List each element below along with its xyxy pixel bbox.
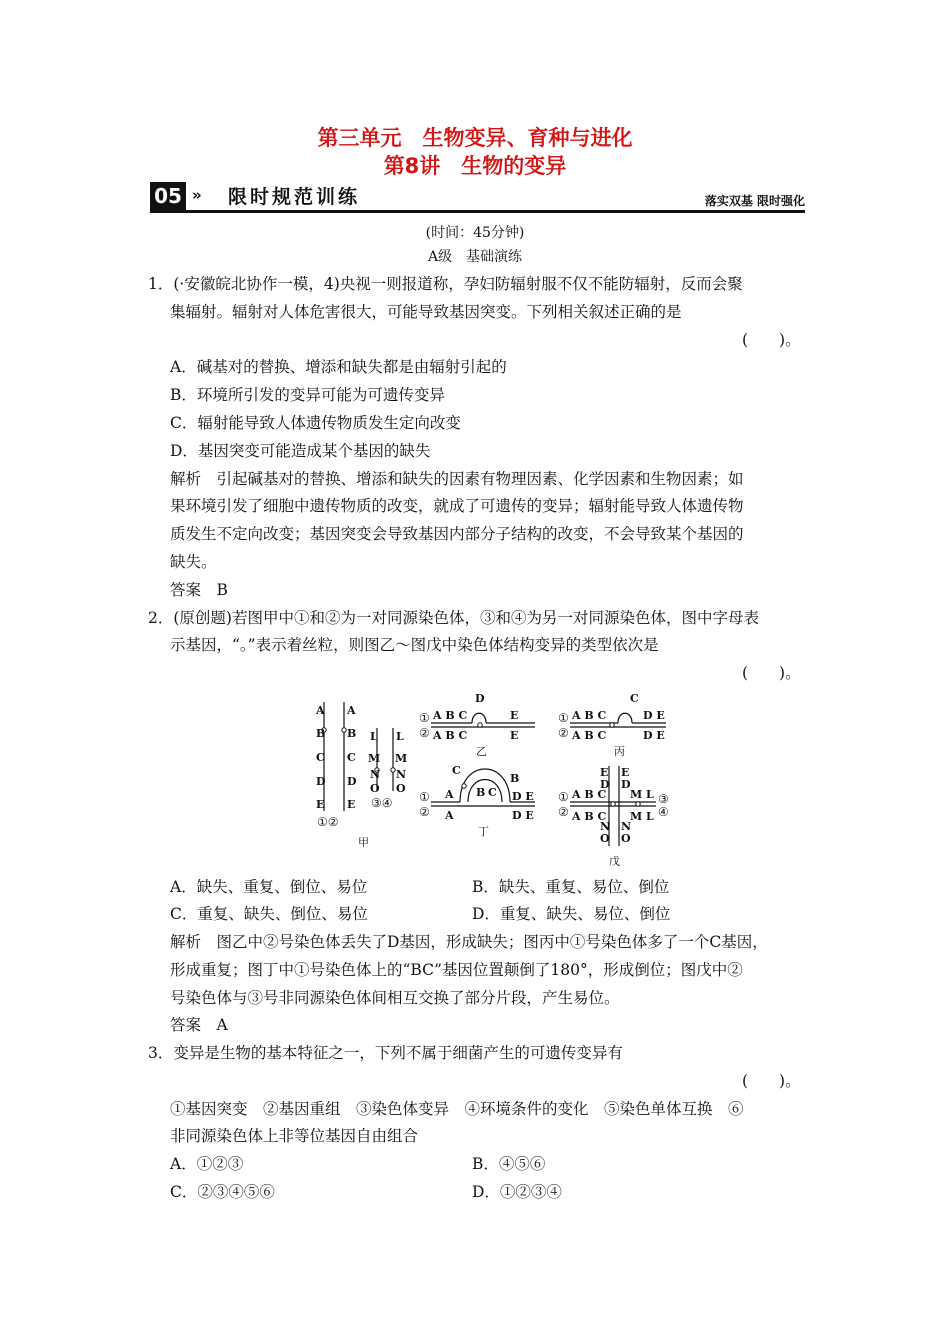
figure-wu	[558, 766, 669, 868]
figure-label: N	[600, 820, 611, 833]
yi-caption: 乙	[476, 745, 487, 758]
q2-stem-line-2: 示基因，“。”表示着丝粒，则图乙～图戊中染色体结构变异的类型依次是	[170, 636, 659, 654]
figure-label: M L	[630, 788, 654, 801]
section-slogan: 落实双基 限时强化	[704, 194, 805, 208]
q3-answer-paren: ( )。	[742, 1072, 801, 1090]
figure-yi	[419, 692, 535, 758]
figure-label: A B C	[572, 729, 607, 742]
jia-gene: D	[347, 775, 357, 788]
figure-label: D	[621, 778, 631, 791]
q1-analysis-line-1: 解析 引起碱基对的替换、增添和缺失的因素有物理因素、化学因素和生物因素；如	[170, 470, 744, 488]
section-title: 限时规范训练	[228, 186, 361, 208]
chromosome-figure	[300, 688, 680, 870]
q2-option-d: D．重复、缺失、易位、倒位	[472, 905, 671, 923]
figure-label: ②	[419, 726, 430, 740]
wu-caption: 戊	[609, 855, 620, 868]
q1-option-a: A．碱基对的替换、增添和缺失都是由辐射引起的	[170, 358, 507, 376]
q1-analysis-line-4: 缺失。	[170, 553, 217, 571]
q3-option-d: D．①②③④	[472, 1183, 562, 1201]
figure-label: ①	[419, 790, 430, 804]
figure-label: D	[600, 778, 610, 791]
jia-gene: C	[316, 751, 325, 764]
jia-gene: B	[347, 727, 357, 740]
section-banner	[150, 180, 805, 214]
q1-answer-paren: ( )。	[742, 331, 801, 349]
q2-option-b: B．缺失、重复、易位、倒位	[472, 878, 670, 896]
jia-gene: M	[395, 752, 408, 765]
jia-pair-label: ①②	[317, 815, 339, 829]
figure-label: E	[510, 709, 519, 722]
figure-label: D E	[643, 729, 665, 742]
figure-label: B	[476, 786, 486, 799]
q2-answer: 答案 A	[170, 1016, 228, 1034]
jia-gene: L	[396, 730, 404, 743]
q3-items-line-1: ①基因突变 ②基因重组 ③染色体变异 ④环境条件的变化 ⑤染色单体互换 ⑥	[170, 1100, 744, 1118]
section-rule	[150, 210, 805, 213]
jia-gene: O	[396, 782, 406, 795]
level-title: A级 基础演练	[427, 249, 523, 265]
figure-label: D	[475, 692, 485, 705]
bing-caption: 丙	[614, 745, 625, 758]
jia-gene: N	[370, 768, 381, 781]
q2-analysis-line-2: 形成重复；图丁中①号染色体上的“BC”基因位置颠倒了180°，形成倒位；图戊中②	[170, 961, 743, 979]
q3-option-b: B．④⑤⑥	[472, 1155, 546, 1173]
q1-option-d: D．基因突变可能造成某个基因的缺失	[170, 442, 431, 460]
figure-label: A B C	[433, 729, 468, 742]
q2-analysis-line-3: 号染色体与③号非同源染色体间相互交换了部分片段，产生易位。	[170, 989, 620, 1007]
figure-jia	[315, 702, 407, 849]
ding-caption: 丁	[478, 825, 489, 838]
figure-label: ①	[419, 711, 430, 725]
q1-analysis-line-2: 果环境引发了细胞中遗传物质的改变，就成了可遗传的变异；辐射能导致人体遗传物	[170, 497, 744, 515]
figure-label: E	[510, 729, 519, 742]
q1-option-b: B．环境所引发的变异可能为可遗传变异	[170, 386, 445, 404]
figure-label: ①	[558, 711, 569, 725]
figure-label: D E	[512, 790, 534, 803]
jia-caption: 甲	[358, 836, 369, 849]
q1-analysis-line-3: 质发生不定向改变；基因突变会导致基因内部分子结构的改变，不会导致某个基因的	[170, 525, 744, 543]
q2-stem-line-1: 2．(原创题)若图甲中①和②为一对同源染色体，③和④为另一对同源染色体，图中字母表	[148, 609, 759, 627]
q3-option-a: A．①②③	[170, 1155, 244, 1173]
jia-gene: A	[316, 704, 325, 717]
time-note: (时间：45分钟)	[425, 225, 525, 241]
q2-option-a: A．缺失、重复、倒位、易位	[170, 878, 368, 896]
figure-label: D E	[512, 809, 534, 822]
section-arrow: »	[192, 186, 202, 204]
figure-label: E	[621, 766, 630, 779]
q1-stem-line-2: 集辐射。辐射对人体危害很大，可能导致基因突变。下列相关叙述正确的是	[170, 303, 682, 321]
figure-label: D E	[643, 709, 665, 722]
jia-pair-label-b: ③④	[371, 796, 393, 810]
figure-ding	[419, 764, 535, 838]
figure-label: O	[621, 832, 631, 845]
figure-label: C	[452, 764, 461, 777]
q3-option-c: C．②③④⑤⑥	[170, 1183, 275, 1201]
figure-label: A	[445, 809, 454, 822]
jia-gene: C	[347, 751, 356, 764]
figure-label: A B C	[433, 709, 468, 722]
figure-label: C	[630, 692, 639, 705]
figure-label: N	[621, 820, 632, 833]
figure-label: ②	[419, 805, 430, 819]
jia-gene: E	[316, 798, 325, 811]
figure-label: A B C	[572, 810, 607, 823]
figure-label: A B C	[572, 788, 607, 801]
unit-title: 第三单元 生物变异、育种与进化	[317, 126, 633, 150]
figure-label: ②	[558, 726, 569, 740]
figure-label: E	[600, 766, 609, 779]
q3-items-line-2: 非同源染色体上非等位基因自由组合	[170, 1127, 419, 1145]
q1-answer: 答案 B	[170, 581, 228, 599]
q1-option-c: C．辐射能导致人体遗传物质发生定向改变	[170, 414, 461, 432]
jia-gene: E	[347, 798, 356, 811]
figure-label: ②	[558, 805, 569, 819]
q3-stem-line-1: 3．变异是生物的基本特征之一，下列不属于细菌产生的可遗传变异有	[148, 1044, 623, 1062]
jia-gene: L	[370, 730, 378, 743]
jia-gene: A	[347, 704, 356, 717]
q1-stem-line-1: 1．(·安徽皖北协作一模，4)央视一则报道称，孕妇防辐射服不仅不能防辐射，反而会聚	[148, 275, 743, 293]
q2-option-c: C．重复、缺失、倒位、易位	[170, 905, 368, 923]
jia-gene: B	[316, 727, 326, 740]
q2-analysis-line-1: 解析 图乙中②号染色体丢失了D基因，形成缺失；图丙中①号染色体多了一个C基因，	[170, 933, 768, 951]
figure-label: A	[445, 788, 454, 801]
figure-label: B	[510, 772, 520, 785]
figure-label: A B C	[572, 709, 607, 722]
figure-label: M L	[630, 810, 654, 823]
figure-label: O	[600, 832, 610, 845]
figure-label: ③	[658, 792, 669, 806]
figure-label: C	[488, 786, 497, 799]
lecture-title: 第8讲 生物的变异	[383, 154, 567, 178]
section-number: 05	[150, 182, 186, 210]
figure-label: ①	[558, 790, 569, 804]
figure-bing	[558, 692, 666, 758]
jia-gene: M	[368, 752, 381, 765]
jia-gene: O	[370, 782, 380, 795]
jia-gene: D	[316, 775, 326, 788]
q2-answer-paren: ( )。	[742, 664, 801, 682]
jia-gene: N	[396, 768, 407, 781]
figure-label: ④	[658, 805, 669, 819]
